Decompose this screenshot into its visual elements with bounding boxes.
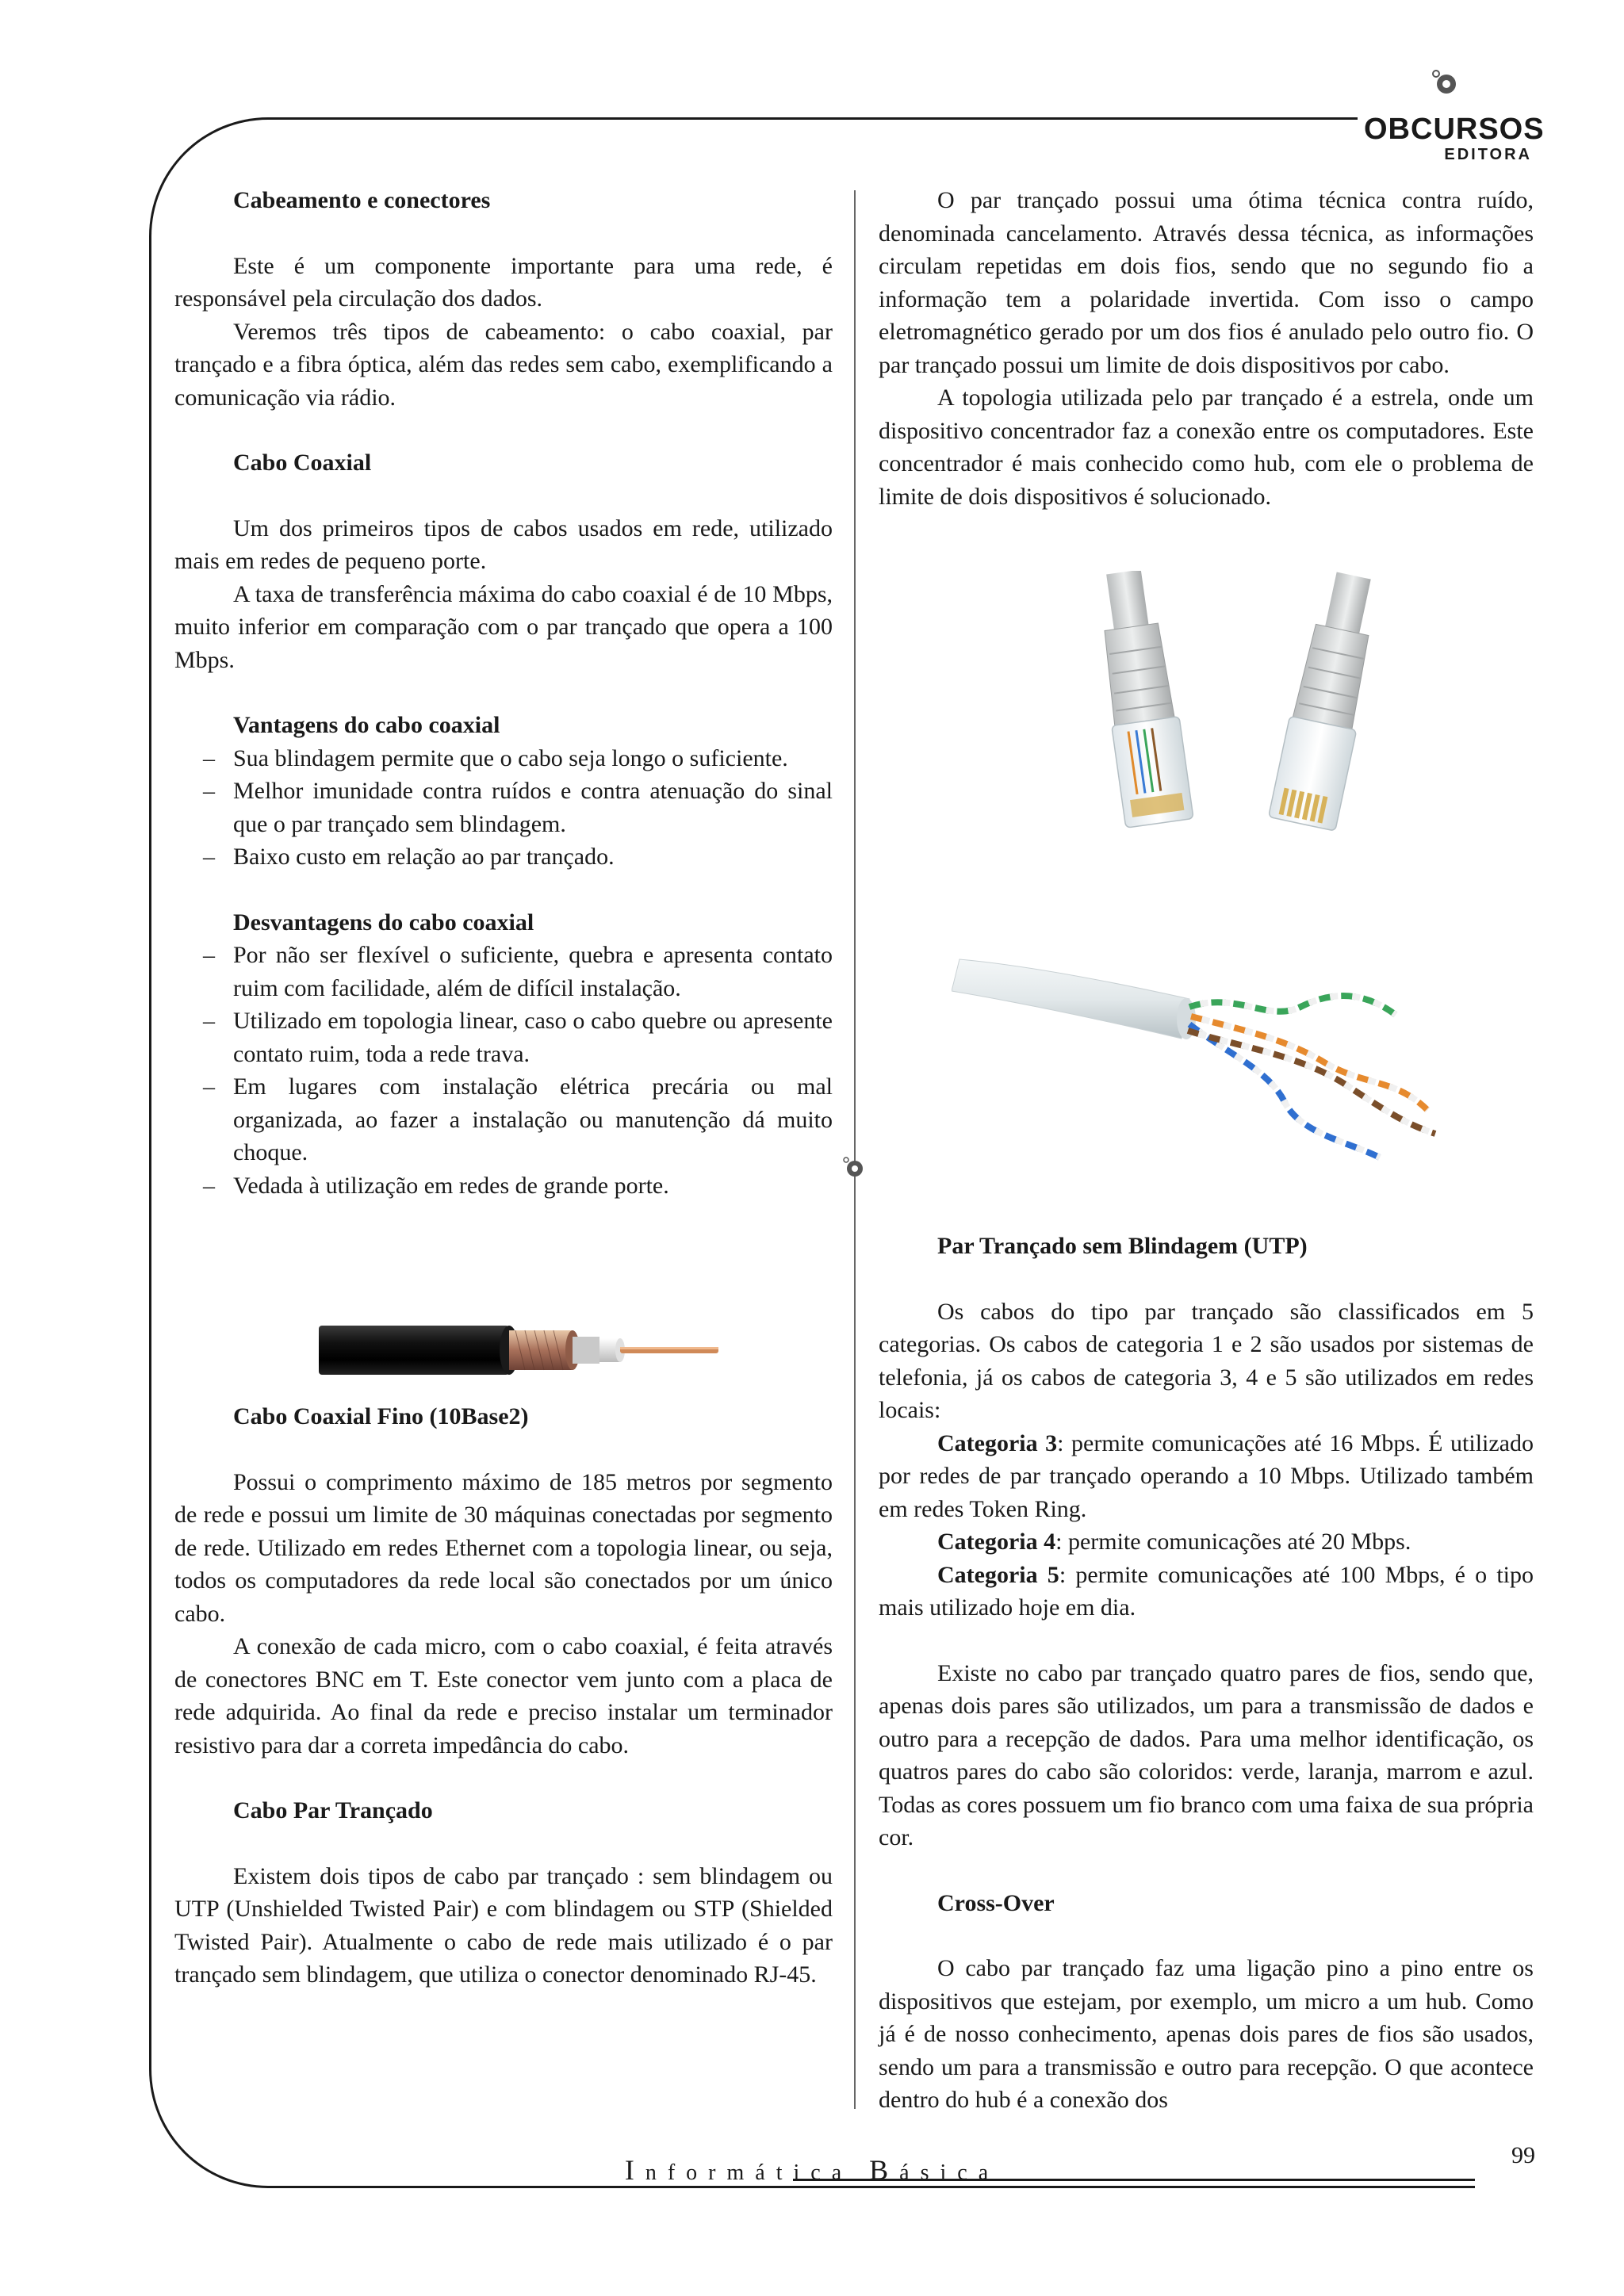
- page-number: 99: [1511, 2142, 1535, 2168]
- category-3-text: : permite comunicações até 16 Mbps. É utilizado por redes de par trançado operando a 10 Mbps. Utilizado também em redes Token Ring.: [879, 1429, 1534, 1522]
- paragraph: A topologia utilizada pelo par trançado é a estrela, onde um dispositivo concentrador faz a conexão entre os computadores. Este concentrador é mais conhecido como hub, com ele o problema de limite de dois dispositivos é solucionado.: [879, 385, 1534, 510]
- heading-cross-over: Cross-Over: [937, 1889, 1055, 1916]
- heading-utp: Par Trançado sem Blindagem (UTP): [937, 1233, 1308, 1259]
- heading-desvantagens: Desvantagens do cabo coaxial: [233, 909, 534, 936]
- heading-cabeamento: Cabeamento e conectores: [233, 187, 491, 213]
- category-5: [879, 1559, 1534, 1624]
- heading-cabo-coaxial: Cabo Coaxial: [233, 450, 372, 476]
- disadvantages-list: [174, 939, 833, 1202]
- paragraph: Um dos primeiros tipos de cabos usados em rede, utilizado mais em redes de pequeno porte.: [174, 515, 833, 574]
- paragraph: Este é um componente importante para uma rede, é responsável pela circulação dos dados.: [174, 252, 833, 312]
- category-4-text: : permite comunicações até 20 Mbps.: [1055, 1529, 1411, 1555]
- list-item: – Em lugares com instalação elétrica precária ou mal organizada, ao fazer a instalação ou manutenção dá muito choque.: [174, 1070, 833, 1169]
- category-5-text: : permite comunicações até 100 Mbps, é o tipo mais utilizado hoje em dia.: [879, 1561, 1534, 1621]
- gear-divider-icon: [842, 1156, 866, 1180]
- gear-logo-icon: [1429, 67, 1461, 98]
- column-divider: [854, 190, 856, 2109]
- list-item: – Utilizado em topologia linear, caso o cabo quebre ou apresente contato ruim, toda a rede trava.: [174, 1004, 833, 1070]
- brand-name: OBCURSOS: [1364, 113, 1545, 146]
- category-3-label: Categoria 3: [937, 1429, 1058, 1456]
- heading-vantagens: Vantagens do cabo coaxial: [233, 712, 500, 738]
- list-item: – Sua blindagem permite que o cabo seja longo o suficiente.: [174, 742, 833, 775]
- coaxial-cable-image: [317, 1308, 722, 1387]
- paragraph: Possui o comprimento máximo de 185 metros por segmento de rede e possui um limite de 30 máquinas conectadas por segmento de rede. Utilizado em redes Ethernet com a topologia linear, ou seja, todos os computadores da rede local são conectados por um único cabo.: [174, 1468, 833, 1627]
- advantages-list: [174, 742, 833, 874]
- rj45-connectors-image: [1055, 571, 1419, 872]
- list-item: – Vedada à utilização em redes de grande porte.: [174, 1169, 833, 1203]
- paragraph: A conexão de cada micro, com o cabo coaxial, é feita através de conectores BNC em T. Este conector vem junto com a placa de rede adquirida. Ao final da rede e preciso instalar um terminador resistivo para dar a correta impedância do cabo.: [174, 1633, 833, 1758]
- paragraph: O par trançado possui uma ótima técnica contra ruído, denominada cancelamento. Através dessa técnica, as informações circulam repetidas em dois fios, sendo que no segundo fio a informação tem a polaridade invertida. Com isso o campo eletromagnético gerado por um dos fios é anulado pelo outro fio. O par trançado possui um limite de dois dispositivos por cabo.: [879, 187, 1534, 378]
- paragraph: Existe no cabo par trançado quatro pares de fios, sendo que, apenas dois pares são utilizados, um para a transmissão de dados e outro para a recepção de dados. Para uma melhor identificação, os quatros pares do cabo são coloridos: verde, laranja, marrom e azul. Todas as cores possuem um fio branco com uma faixa de sua própria cor.: [879, 1659, 1534, 1850]
- brand-sub: EDITORA: [1444, 146, 1532, 163]
- list-item: – Melhor imunidade contra ruídos e contra atenuação do sinal que o par trançado sem blindagem.: [174, 775, 833, 840]
- paragraph: Existem dois tipos de cabo par trançado : sem blindagem ou UTP (Unshielded Twisted Pair) e com blindagem ou STP (Shielded Twisted Pair). Atualmente o cabo de rede mais utilizado é o par trançado sem blindagem, que utiliza o conector denominado RJ-45.: [174, 1862, 833, 1988]
- category-3: [879, 1427, 1534, 1526]
- category-4-label: Categoria 4: [937, 1529, 1056, 1555]
- category-5-label: Categoria 5: [937, 1561, 1059, 1588]
- paragraph: A taxa de transferência máxima do cabo coaxial é de 10 Mbps, muito inferior em comparação com o par trançado que opera a 100 Mbps.: [174, 580, 833, 673]
- list-item: – Baixo custo em relação ao par trançado.: [174, 840, 833, 874]
- paragraph: Os cabos do tipo par trançado são classificados em 5 categorias. Os cabos de categoria 1 e 2 são usados por sistemas de telefonia, já os cabos de categoria 3, 4 e 5 são utilizados em redes locais:: [879, 1298, 1534, 1423]
- heading-coaxial-fino: Cabo Coaxial Fino (10Base2): [233, 1403, 529, 1429]
- left-column: [174, 184, 833, 1992]
- paragraph: O cabo par trançado faz uma ligação pino a pino entre os dispositivos que estejam, por exemplo, um micro a um hub. Como já é de nosso conhecimento, apenas dois pares de fios são usados, sendo um para a transmissão e outro para recepção. O que acontece dentro do hub é a conexão dos: [879, 1955, 1534, 2113]
- publisher-logo: [1364, 67, 1545, 170]
- twisted-pair-cable-image: [952, 936, 1443, 1173]
- list-item: – Por não ser flexível o suficiente, quebra e apresenta contato ruim com facilidade, além de difícil instalação.: [174, 939, 833, 1004]
- paragraph: Veremos três tipos de cabeamento: o cabo coaxial, par trançado e a fibra óptica, além das redes sem cabo, exemplificando a comunicação via rádio.: [174, 318, 833, 411]
- footer-title: Informática Básica: [624, 2154, 1000, 2186]
- category-4: [879, 1525, 1534, 1559]
- heading-par-trancado: Cabo Par Trançado: [233, 1797, 433, 1823]
